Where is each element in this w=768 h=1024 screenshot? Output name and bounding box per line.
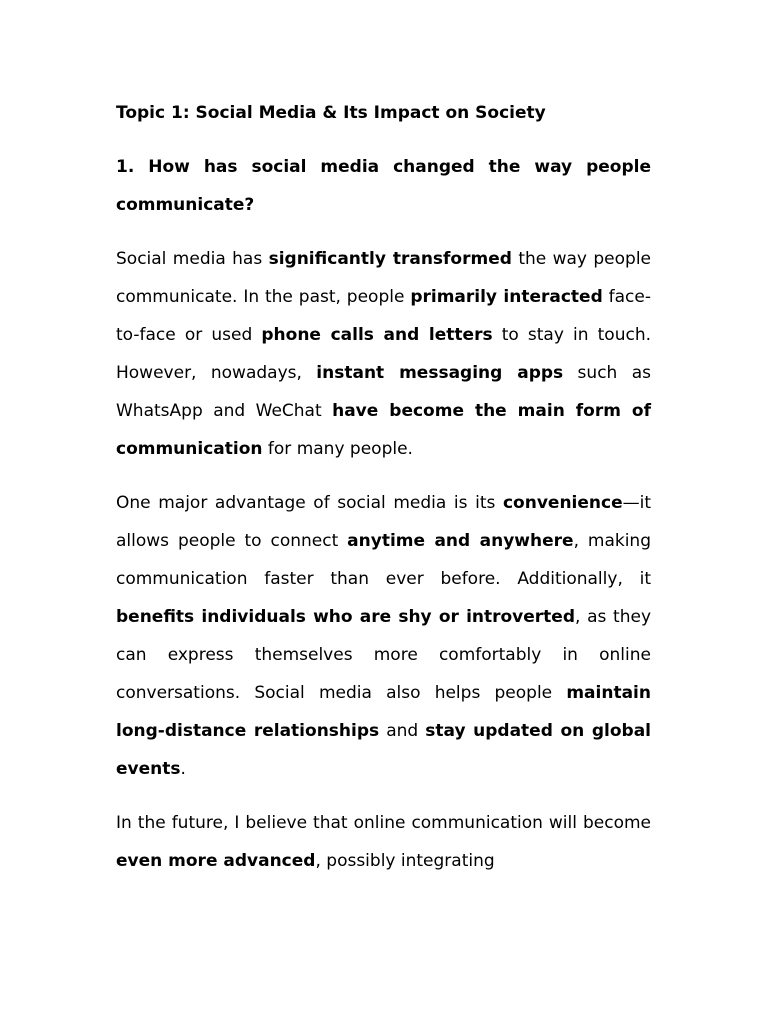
bold-phrase: instant messaging apps [316,363,564,383]
document-title: Topic 1: Social Media & Its Impact on Society [116,103,546,123]
bold-phrase: primarily interacted [410,287,603,307]
text-run: , as they can express themselves more comfortably in online conversations. Social media also helps people [116,607,651,703]
bold-phrase: anytime and anywhere [347,531,574,551]
text-run: Social media has [116,249,269,269]
text-run: , possibly integrating [315,851,495,871]
text-run: for many people. [262,439,413,459]
text-run: —it allows people to connect [116,493,651,551]
text-run: , making communication faster than ever before. Additionally, it [116,531,651,589]
bold-phrase: even more advanced [116,851,316,871]
bold-phrase: convenience [502,493,623,513]
bold-phrase: maintain long-distance relationships [116,683,651,741]
paragraph-2 [116,484,651,788]
bold-phrase: stay updated on global events [116,721,651,779]
text-run: face-to-face or used [116,287,651,345]
text-run: In the future, I believe that online communication will become [116,813,651,833]
paragraph-3 [116,804,651,880]
text-run: to stay in touch. However, nowadays, [116,325,651,383]
bold-phrase: benefits individuals who are shy or introverted [116,607,576,627]
question-heading: 1. How has social media changed the way people communicate? [116,157,651,215]
bold-phrase: have become the main form of communication [116,401,651,459]
paragraph-1 [116,240,651,468]
text-run: . [180,759,186,779]
text-run: the way people communicate. In the past, people [116,249,652,307]
text-run: such as WhatsApp and WeChat [116,363,651,421]
text-run: and [379,721,426,741]
bold-phrase: phone calls and letters [261,325,493,345]
document-page [116,95,651,896]
bold-phrase: significantly transformed [268,249,512,269]
text-run: One major advantage of social media is its [116,493,503,513]
